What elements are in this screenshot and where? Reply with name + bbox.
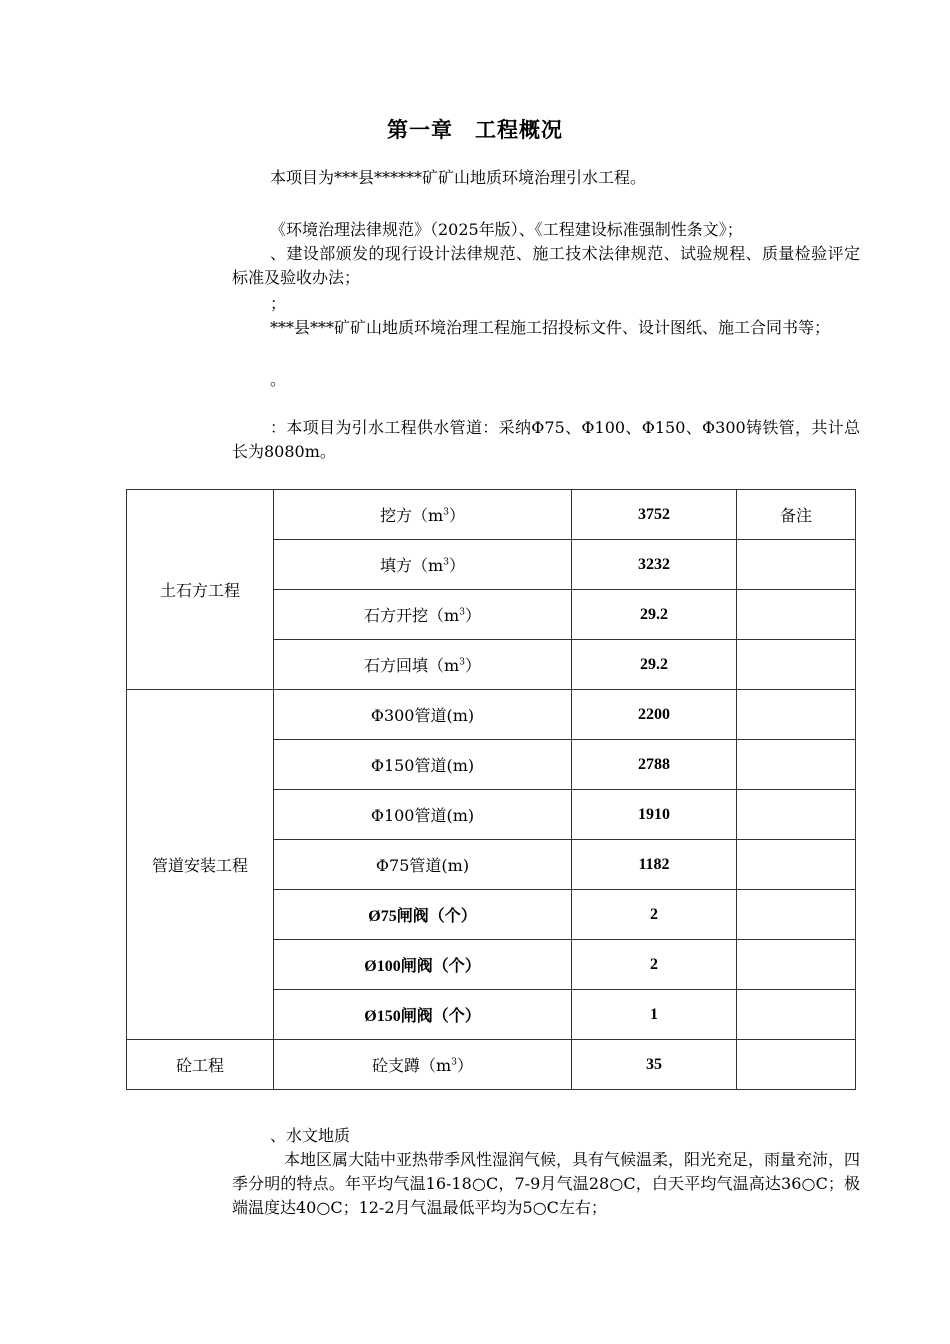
item-cell: 石方开挖$(m^3)$ xyxy=(274,590,572,640)
note-cell xyxy=(737,790,856,840)
item-cell: Φ150管道(m) xyxy=(274,740,572,790)
value-cell: 2788 xyxy=(572,740,737,790)
item-cell: 石方回填$(m^3)$ xyxy=(274,640,572,690)
note-cell xyxy=(737,540,856,590)
table-row xyxy=(127,490,856,540)
value-cell: 3752 xyxy=(572,490,737,540)
category-cell: 土石方工程 xyxy=(127,490,274,690)
value-cell: 1182 xyxy=(572,840,737,890)
item-cell: Ø100闸阀（个） xyxy=(274,940,572,990)
note-cell xyxy=(737,690,856,740)
item-cell: 填方$(m^3)$ xyxy=(274,540,572,590)
basis-line-5: 。 xyxy=(270,370,287,389)
value-cell: 29.2 xyxy=(572,590,737,640)
item-cell: Ø150闸阀（个） xyxy=(274,990,572,1040)
scope-paragraph: ：本项目为引水工程供水管道：采纳Φ75、Φ100、Φ150、Φ300铸铁管，共计总长为8080m。 xyxy=(232,418,860,461)
value-cell: 3232 xyxy=(572,540,737,590)
basis-line-1: 《环境治理法律规范》（2025年版）、《工程建设标准强制性条文》； xyxy=(270,220,743,239)
note-cell xyxy=(737,940,856,990)
note-cell xyxy=(737,840,856,890)
note-cell xyxy=(737,890,856,940)
item-cell: Φ100管道(m) xyxy=(274,790,572,840)
note-cell xyxy=(737,1040,856,1090)
basis-line-3: ； xyxy=(270,294,287,313)
quantity-table xyxy=(126,489,856,1090)
value-cell: 2200 xyxy=(572,690,737,740)
item-cell: 挖方$(m^3)$ xyxy=(274,490,572,540)
basis-line-4: ***县***矿矿山地质环境治理工程施工招投标文件、设计图纸、施工合同书等； xyxy=(270,318,831,337)
note-cell xyxy=(737,640,856,690)
category-cell: 砼工程 xyxy=(127,1040,274,1090)
value-cell: 1910 xyxy=(572,790,737,840)
category-cell: 管道安装工程 xyxy=(127,690,274,1040)
item-cell: Φ75管道(m) xyxy=(274,840,572,890)
table-row xyxy=(127,1040,856,1090)
value-cell: 2 xyxy=(572,940,737,990)
value-cell: 1 xyxy=(572,990,737,1040)
page-title: 第一章 工程概况 xyxy=(387,117,563,142)
item-cell: Φ300管道(m) xyxy=(274,690,572,740)
note-cell xyxy=(737,590,856,640)
value-cell: 2 xyxy=(572,890,737,940)
hydro-paragraph: 本地区属大陆中亚热带季风性湿润气候，具有气候温柔，阳光充足，雨量充沛，四季分明的特点。年平均气温16-18○C，7-9月气温28○C，白天平均气温高达36○C；极端温度达40○C；12-2月气温最低平均为5○C左右； xyxy=(232,1150,861,1217)
hydro-heading: 、水文地质 xyxy=(270,1126,351,1145)
item-cell: 砼支蹲$(m^3)$ xyxy=(274,1040,572,1090)
note-header: 备注 xyxy=(737,490,856,540)
table-row xyxy=(127,690,856,740)
note-cell xyxy=(737,990,856,1040)
item-cell: Ø75闸阀（个） xyxy=(274,890,572,940)
value-cell: 29.2 xyxy=(572,640,737,690)
note-cell xyxy=(737,740,856,790)
intro-paragraph: 本项目为***县******矿矿山地质环境治理引水工程。 xyxy=(270,168,647,187)
basis-line-2: 、建设部颁发的现行设计法律规范、施工技术法律规范、试验规程、质量检验评定标准及验收办法； xyxy=(232,244,860,287)
value-cell: 35 xyxy=(572,1040,737,1090)
